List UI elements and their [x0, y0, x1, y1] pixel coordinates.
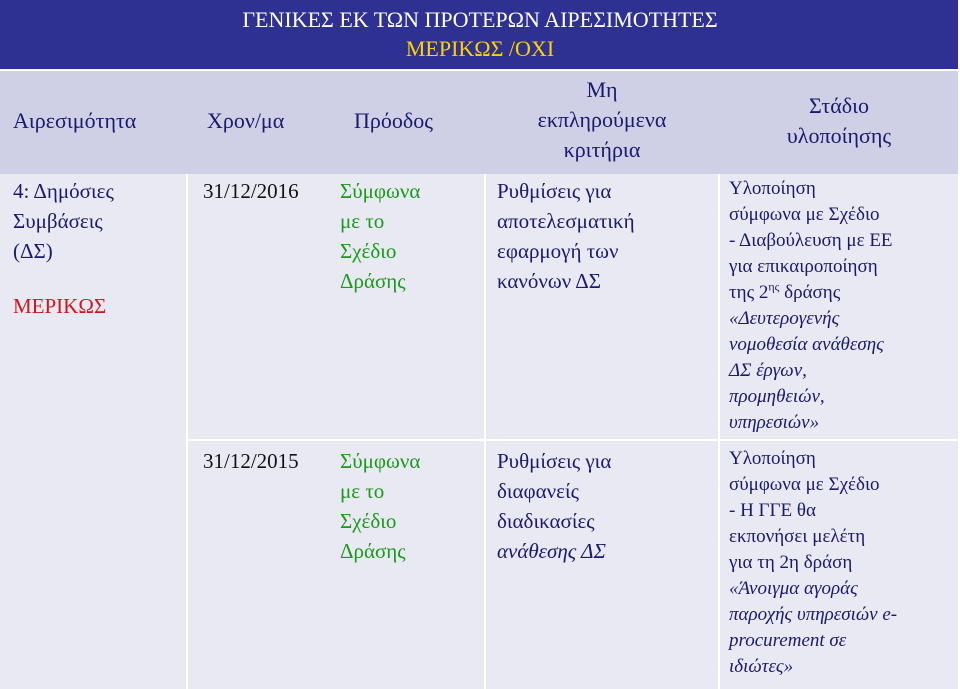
- row1-progress: [340, 176, 420, 296]
- row1-progress-l4: Δράσης: [340, 269, 406, 293]
- row1-progress-l2: με το: [340, 209, 385, 233]
- row1-criteria-l3: εφαρμογή των: [497, 239, 619, 263]
- row1-stage-l3: - Διαβούλευση με ΕΕ: [729, 230, 893, 251]
- header-timeline: Χρον/μα: [207, 108, 285, 133]
- row1-progress-l3: Σχέδιο: [340, 239, 397, 263]
- row2-stage-l8: procurement σε: [729, 630, 847, 651]
- row2-criteria: [497, 446, 611, 566]
- column-divider: [718, 174, 720, 689]
- row2-criteria-l1: Ρυθμίσεις για: [497, 449, 612, 473]
- row1-criteria: [497, 176, 635, 296]
- header-progress: Πρόοδος: [354, 108, 433, 133]
- row2-date: 31/12/2015: [203, 449, 299, 473]
- slide-title: ΓΕΝΙΚΕΣ ΕΚ ΤΩΝ ΠΡΟΤΕΡΩΝ ΑΙΡΕΣΙΜΟΤΗΤΕΣ: [242, 7, 718, 32]
- row1-progress-l1: Σύμφωνα: [340, 179, 421, 203]
- row1-criteria-l4: κανόνων ΔΣ: [497, 269, 602, 293]
- row2-stage-l6: «Άνοιγμα αγοράς: [729, 578, 858, 599]
- slide-subtitle: ΜΕΡΙΚΩΣ /ΟΧΙ: [405, 36, 555, 61]
- row1-stage-l5sup: ης: [768, 279, 780, 294]
- row1-date: 31/12/2016: [203, 179, 299, 203]
- header-conditionality: Αιρεσιμότητα: [13, 108, 137, 133]
- row2-criteria-l3: διαδικασίες: [497, 509, 595, 533]
- row1-stage-l9: προμηθειών,: [729, 386, 825, 407]
- row2-progress-l3: Σχέδιο: [340, 509, 397, 533]
- conditionality-name-l1: 4: Δημόσιες: [13, 179, 114, 203]
- row1-stage-l6: «Δευτερογενής: [729, 308, 840, 329]
- row1-stage-l5: [729, 280, 955, 306]
- row1-stage: [729, 176, 955, 436]
- conditionality-name-l3: (ΔΣ): [13, 239, 53, 263]
- header-unmet-criteria: [486, 75, 718, 165]
- row2-stage: [729, 446, 955, 680]
- header-unmet-criteria-l3: κριτήρια: [563, 137, 641, 162]
- header-unmet-criteria-l1: Μη: [586, 77, 618, 102]
- row2-stage-l9: ιδιώτες»: [729, 656, 794, 677]
- row1-criteria-l1: Ρυθμίσεις για: [497, 179, 612, 203]
- row1-stage-l7: νομοθεσία ανάθεσης: [729, 334, 884, 355]
- conditionality-name: [13, 176, 114, 266]
- row2-stage-l2: σύμφωνα με Σχέδιο: [729, 474, 880, 495]
- row-divider: [187, 439, 958, 441]
- column-divider: [484, 174, 486, 689]
- row2-progress-l1: Σύμφωνα: [340, 449, 421, 473]
- conditionality-name-l2: Συμβάσεις: [13, 209, 103, 233]
- row2-stage-l5: για τη 2η δράση: [729, 552, 853, 573]
- conditionality-status: ΜΕΡΙΚΩΣ: [13, 294, 107, 318]
- row2-progress: [340, 446, 420, 566]
- row1-stage-l8: ΔΣ έργων,: [729, 360, 807, 381]
- table-header-row: [0, 71, 958, 174]
- row1-stage-l5b: δράσης: [779, 282, 841, 303]
- title-bar: [0, 0, 958, 71]
- row2-stage-l4: εκπονήσει μελέτη: [729, 526, 866, 547]
- row2-stage-l1: Υλοποίηση: [729, 448, 816, 469]
- row1-stage-l4: για επικαιροποίηση: [729, 256, 878, 277]
- header-implementation-stage: [720, 91, 958, 151]
- row2-stage-l3: - Η ΓΓΕ θα: [729, 500, 816, 521]
- column-divider: [186, 174, 188, 689]
- row2-criteria-l4: ανάθεσης ΔΣ: [497, 539, 606, 563]
- row2-progress-l4: Δράσης: [340, 539, 406, 563]
- header-unmet-criteria-l2: εκπληρούμενα: [537, 107, 667, 132]
- row1-stage-l5a: της 2: [729, 282, 769, 303]
- row1-stage-l2: σύμφωνα με Σχέδιο: [729, 204, 880, 225]
- header-stage-l1: Στάδιο: [808, 93, 870, 118]
- row2-criteria-l2: διαφανείς: [497, 479, 579, 503]
- row1-stage-l10: υπηρεσιών»: [729, 412, 820, 433]
- row1-criteria-l2: αποτελεσματική: [497, 209, 635, 233]
- row2-stage-l7: παροχής υπηρεσιών e-: [729, 604, 898, 625]
- row2-progress-l2: με το: [340, 479, 385, 503]
- row1-stage-l1: Υλοποίηση: [729, 178, 816, 199]
- header-stage-l2: υλοποίησης: [786, 123, 892, 148]
